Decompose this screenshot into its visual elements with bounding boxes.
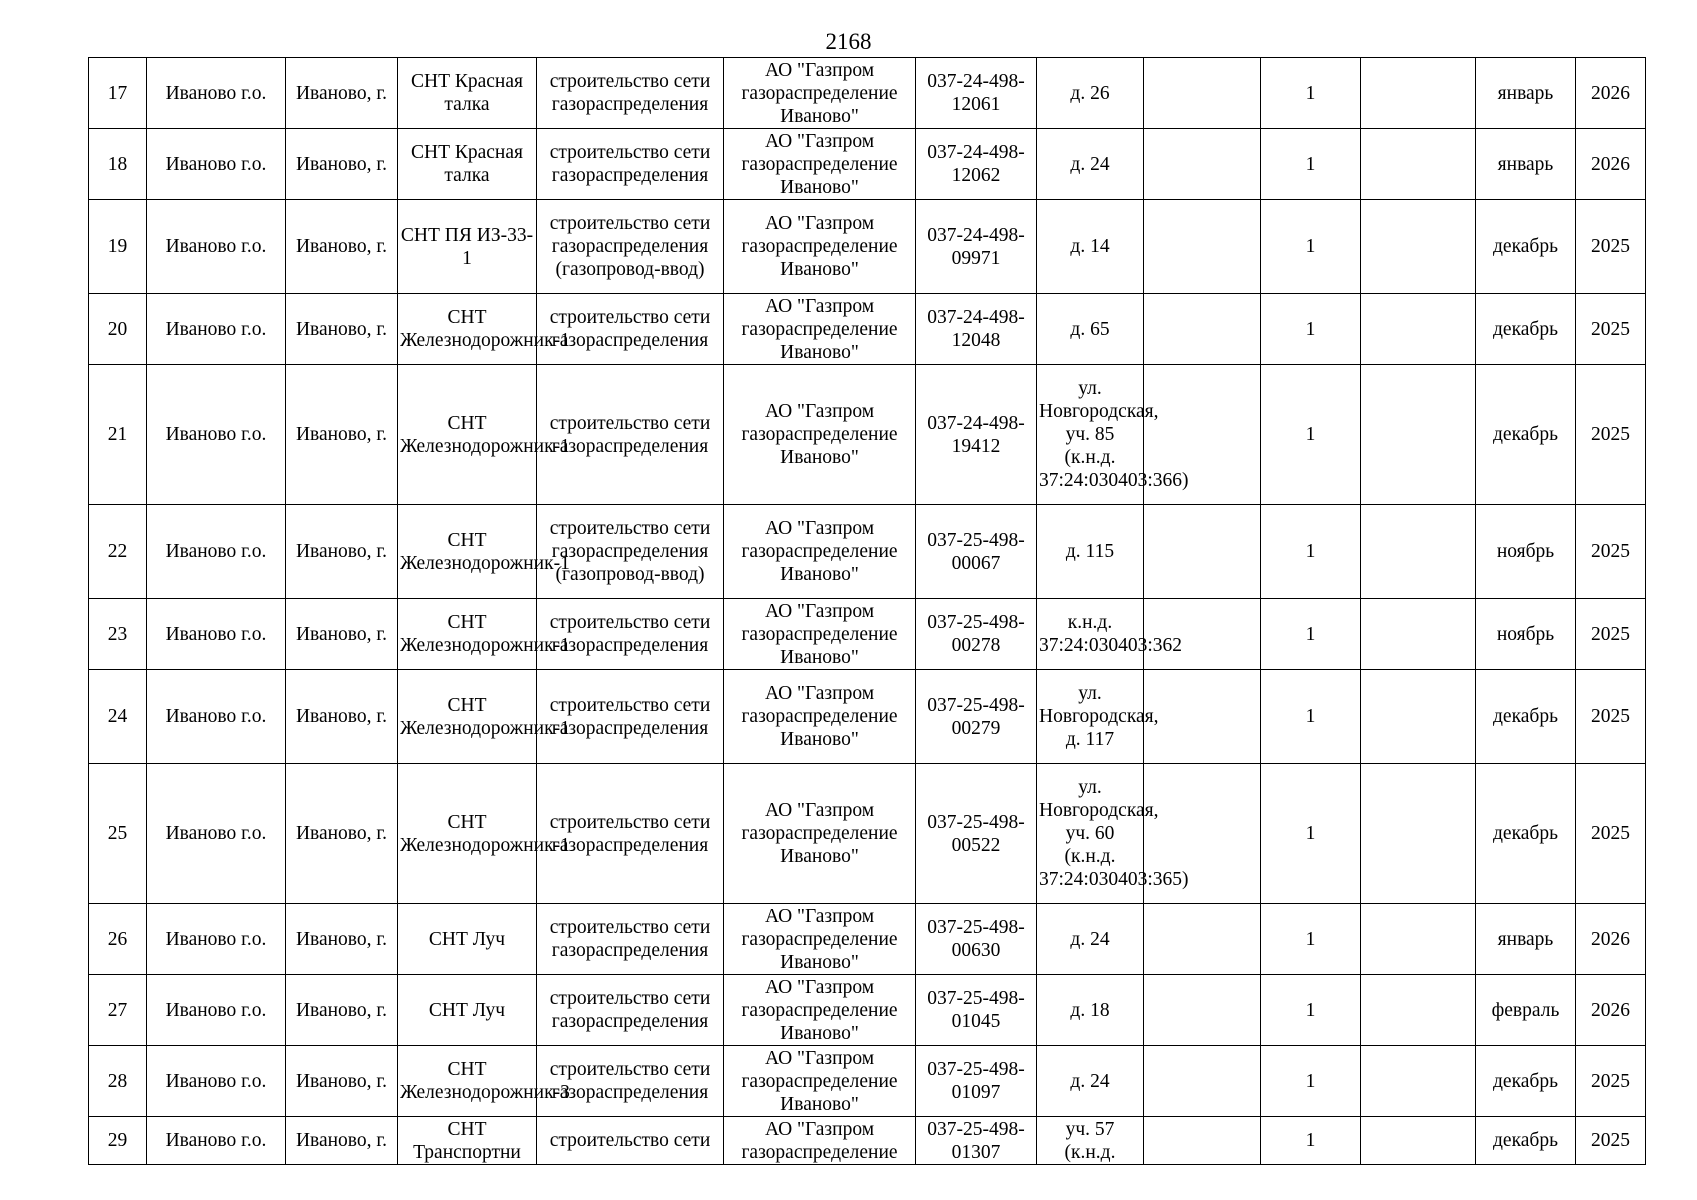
work-cell: строительство сети газораспределения <box>537 294 724 365</box>
table-row <box>89 294 1646 365</box>
month-cell: декабрь <box>1476 670 1576 764</box>
month-cell: ноябрь <box>1476 599 1576 670</box>
object-cell: СНТ Луч <box>398 975 537 1046</box>
row-number: 20 <box>89 294 147 365</box>
month-cell: декабрь <box>1476 1117 1576 1165</box>
locality-cell: Иваново, г. <box>286 505 398 599</box>
year-cell: 2025 <box>1576 599 1646 670</box>
district-cell: Иваново г.о. <box>147 58 286 129</box>
table-row <box>89 975 1646 1046</box>
locality-cell: Иваново, г. <box>286 670 398 764</box>
empty-cell <box>1144 975 1261 1046</box>
locality-cell: Иваново, г. <box>286 975 398 1046</box>
address-cell: ул. Новгородская, д. 117 <box>1037 670 1144 764</box>
object-cell: СНТ Красная талка <box>398 58 537 129</box>
empty-cell <box>1361 200 1476 294</box>
locality-cell: Иваново, г. <box>286 58 398 129</box>
work-cell: строительство сети газораспределения <box>537 599 724 670</box>
object-cell: СНТ Транспортни <box>398 1117 537 1165</box>
district-cell: Иваново г.о. <box>147 200 286 294</box>
empty-cell <box>1361 599 1476 670</box>
address-cell: уч. 57 (к.н.д. <box>1037 1117 1144 1165</box>
district-cell: Иваново г.о. <box>147 975 286 1046</box>
address-cell: д. 24 <box>1037 1046 1144 1117</box>
row-number: 26 <box>89 904 147 975</box>
code-cell: 037-24-498-12061 <box>916 58 1037 129</box>
table-row <box>89 129 1646 200</box>
locality-cell: Иваново, г. <box>286 599 398 670</box>
month-cell: декабрь <box>1476 294 1576 365</box>
locality-cell: Иваново, г. <box>286 294 398 365</box>
locality-cell: Иваново, г. <box>286 764 398 904</box>
empty-cell <box>1361 294 1476 365</box>
district-cell: Иваново г.о. <box>147 1117 286 1165</box>
table-row <box>89 764 1646 904</box>
object-cell: СНТ Железнодорожник-1 <box>398 599 537 670</box>
quantity-cell: 1 <box>1261 764 1361 904</box>
table-row <box>89 1117 1646 1165</box>
object-cell: СНТ Железнодорожник-3 <box>398 1046 537 1117</box>
quantity-cell: 1 <box>1261 975 1361 1046</box>
month-cell: декабрь <box>1476 1046 1576 1117</box>
empty-cell <box>1361 670 1476 764</box>
table-row <box>89 904 1646 975</box>
empty-cell <box>1361 764 1476 904</box>
address-cell: д. 65 <box>1037 294 1144 365</box>
work-cell: строительство сети газораспределения <box>537 1046 724 1117</box>
quantity-cell: 1 <box>1261 1117 1361 1165</box>
year-cell: 2026 <box>1576 904 1646 975</box>
work-cell: строительство сети газораспределения <box>537 975 724 1046</box>
table-row <box>89 1046 1646 1117</box>
address-cell: д. 26 <box>1037 58 1144 129</box>
object-cell: СНТ Железнодорожник-1 <box>398 764 537 904</box>
company-cell: АО "Газпром газораспределение Иваново" <box>724 129 916 200</box>
company-cell: АО "Газпром газораспределение <box>724 1117 916 1165</box>
empty-cell <box>1144 1046 1261 1117</box>
locality-cell: Иваново, г. <box>286 1046 398 1117</box>
locality-cell: Иваново, г. <box>286 200 398 294</box>
row-number: 25 <box>89 764 147 904</box>
object-cell: СНТ Луч <box>398 904 537 975</box>
code-cell: 037-25-498-00279 <box>916 670 1037 764</box>
code-cell: 037-25-498-00522 <box>916 764 1037 904</box>
empty-cell <box>1144 1117 1261 1165</box>
district-cell: Иваново г.о. <box>147 764 286 904</box>
district-cell: Иваново г.о. <box>147 129 286 200</box>
month-cell: декабрь <box>1476 200 1576 294</box>
district-cell: Иваново г.о. <box>147 294 286 365</box>
empty-cell <box>1144 599 1261 670</box>
year-cell: 2025 <box>1576 1046 1646 1117</box>
empty-cell <box>1144 670 1261 764</box>
row-number: 24 <box>89 670 147 764</box>
district-cell: Иваново г.о. <box>147 1046 286 1117</box>
code-cell: 037-25-498-01307 <box>916 1117 1037 1165</box>
district-cell: Иваново г.о. <box>147 904 286 975</box>
empty-cell <box>1361 975 1476 1046</box>
quantity-cell: 1 <box>1261 200 1361 294</box>
company-cell: АО "Газпром газораспределение Иваново" <box>724 58 916 129</box>
work-cell: строительство сети <box>537 1117 724 1165</box>
year-cell: 2025 <box>1576 764 1646 904</box>
year-cell: 2025 <box>1576 365 1646 505</box>
address-cell: д. 24 <box>1037 904 1144 975</box>
quantity-cell: 1 <box>1261 670 1361 764</box>
year-cell: 2025 <box>1576 200 1646 294</box>
address-cell: к.н.д. 37:24:030403:362 <box>1037 599 1144 670</box>
company-cell: АО "Газпром газораспределение Иваново" <box>724 975 916 1046</box>
quantity-cell: 1 <box>1261 365 1361 505</box>
company-cell: АО "Газпром газораспределение Иваново" <box>724 294 916 365</box>
year-cell: 2026 <box>1576 58 1646 129</box>
row-number: 19 <box>89 200 147 294</box>
quantity-cell: 1 <box>1261 58 1361 129</box>
empty-cell <box>1144 200 1261 294</box>
object-cell: СНТ Красная талка <box>398 129 537 200</box>
table-row <box>89 58 1646 129</box>
year-cell: 2025 <box>1576 505 1646 599</box>
empty-cell <box>1361 365 1476 505</box>
company-cell: АО "Газпром газораспределение Иваново" <box>724 764 916 904</box>
address-cell: ул. Новгородская, уч. 60 (к.н.д. 37:24:030403:365) <box>1037 764 1144 904</box>
code-cell: 037-24-498-12062 <box>916 129 1037 200</box>
month-cell: декабрь <box>1476 764 1576 904</box>
district-cell: Иваново г.о. <box>147 670 286 764</box>
quantity-cell: 1 <box>1261 129 1361 200</box>
page-number: 2168 <box>825 29 872 54</box>
year-cell: 2026 <box>1576 129 1646 200</box>
month-cell: февраль <box>1476 975 1576 1046</box>
quantity-cell: 1 <box>1261 1046 1361 1117</box>
work-cell: строительство сети газораспределения (газопровод-ввод) <box>537 505 724 599</box>
row-number: 29 <box>89 1117 147 1165</box>
code-cell: 037-24-498-12048 <box>916 294 1037 365</box>
object-cell: СНТ Железнодорожник-1 <box>398 365 537 505</box>
register-table <box>88 57 1646 1165</box>
code-cell: 037-25-498-00278 <box>916 599 1037 670</box>
company-cell: АО "Газпром газораспределение Иваново" <box>724 599 916 670</box>
row-number: 18 <box>89 129 147 200</box>
table-row <box>89 599 1646 670</box>
month-cell: ноябрь <box>1476 505 1576 599</box>
year-cell: 2026 <box>1576 975 1646 1046</box>
object-cell: СНТ Железнодорожник-1 <box>398 294 537 365</box>
row-number: 27 <box>89 975 147 1046</box>
month-cell: январь <box>1476 129 1576 200</box>
code-cell: 037-24-498-19412 <box>916 365 1037 505</box>
work-cell: строительство сети газораспределения <box>537 129 724 200</box>
table-body <box>89 58 1646 1165</box>
object-cell: СНТ ПЯ ИЗ-33-1 <box>398 200 537 294</box>
locality-cell: Иваново, г. <box>286 365 398 505</box>
empty-cell <box>1361 58 1476 129</box>
address-cell: ул. Новгородская, уч. 85 (к.н.д. 37:24:030403:366) <box>1037 365 1144 505</box>
year-cell: 2025 <box>1576 1117 1646 1165</box>
month-cell: декабрь <box>1476 365 1576 505</box>
code-cell: 037-25-498-01045 <box>916 975 1037 1046</box>
district-cell: Иваново г.о. <box>147 505 286 599</box>
work-cell: строительство сети газораспределения (газопровод-ввод) <box>537 200 724 294</box>
row-number: 22 <box>89 505 147 599</box>
address-cell: д. 115 <box>1037 505 1144 599</box>
row-number: 21 <box>89 365 147 505</box>
work-cell: строительство сети газораспределения <box>537 365 724 505</box>
empty-cell <box>1361 505 1476 599</box>
company-cell: АО "Газпром газораспределение Иваново" <box>724 670 916 764</box>
quantity-cell: 1 <box>1261 904 1361 975</box>
empty-cell <box>1144 294 1261 365</box>
district-cell: Иваново г.о. <box>147 365 286 505</box>
district-cell: Иваново г.о. <box>147 599 286 670</box>
month-cell: январь <box>1476 904 1576 975</box>
work-cell: строительство сети газораспределения <box>537 904 724 975</box>
empty-cell <box>1144 58 1261 129</box>
year-cell: 2025 <box>1576 670 1646 764</box>
quantity-cell: 1 <box>1261 294 1361 365</box>
locality-cell: Иваново, г. <box>286 129 398 200</box>
row-number: 17 <box>89 58 147 129</box>
object-cell: СНТ Железнодорожник-1 <box>398 670 537 764</box>
code-cell: 037-25-498-01097 <box>916 1046 1037 1117</box>
empty-cell <box>1144 904 1261 975</box>
empty-cell <box>1361 1046 1476 1117</box>
work-cell: строительство сети газораспределения <box>537 58 724 129</box>
empty-cell <box>1144 129 1261 200</box>
empty-cell <box>1361 1117 1476 1165</box>
code-cell: 037-24-498-09971 <box>916 200 1037 294</box>
table-row <box>89 365 1646 505</box>
company-cell: АО "Газпром газораспределение Иваново" <box>724 505 916 599</box>
company-cell: АО "Газпром газораспределение Иваново" <box>724 1046 916 1117</box>
company-cell: АО "Газпром газораспределение Иваново" <box>724 365 916 505</box>
row-number: 28 <box>89 1046 147 1117</box>
address-cell: д. 14 <box>1037 200 1144 294</box>
table-row <box>89 200 1646 294</box>
company-cell: АО "Газпром газораспределение Иваново" <box>724 200 916 294</box>
locality-cell: Иваново, г. <box>286 904 398 975</box>
table-row <box>89 505 1646 599</box>
table-row <box>89 670 1646 764</box>
empty-cell <box>1144 505 1261 599</box>
quantity-cell: 1 <box>1261 505 1361 599</box>
code-cell: 037-25-498-00067 <box>916 505 1037 599</box>
month-cell: январь <box>1476 58 1576 129</box>
company-cell: АО "Газпром газораспределение Иваново" <box>724 904 916 975</box>
year-cell: 2025 <box>1576 294 1646 365</box>
address-cell: д. 18 <box>1037 975 1144 1046</box>
object-cell: СНТ Железнодорожник-1 <box>398 505 537 599</box>
locality-cell: Иваново, г. <box>286 1117 398 1165</box>
empty-cell <box>1361 904 1476 975</box>
address-cell: д. 24 <box>1037 129 1144 200</box>
work-cell: строительство сети газораспределения <box>537 670 724 764</box>
work-cell: строительство сети газораспределения <box>537 764 724 904</box>
empty-cell <box>1361 129 1476 200</box>
row-number: 23 <box>89 599 147 670</box>
quantity-cell: 1 <box>1261 599 1361 670</box>
code-cell: 037-25-498-00630 <box>916 904 1037 975</box>
